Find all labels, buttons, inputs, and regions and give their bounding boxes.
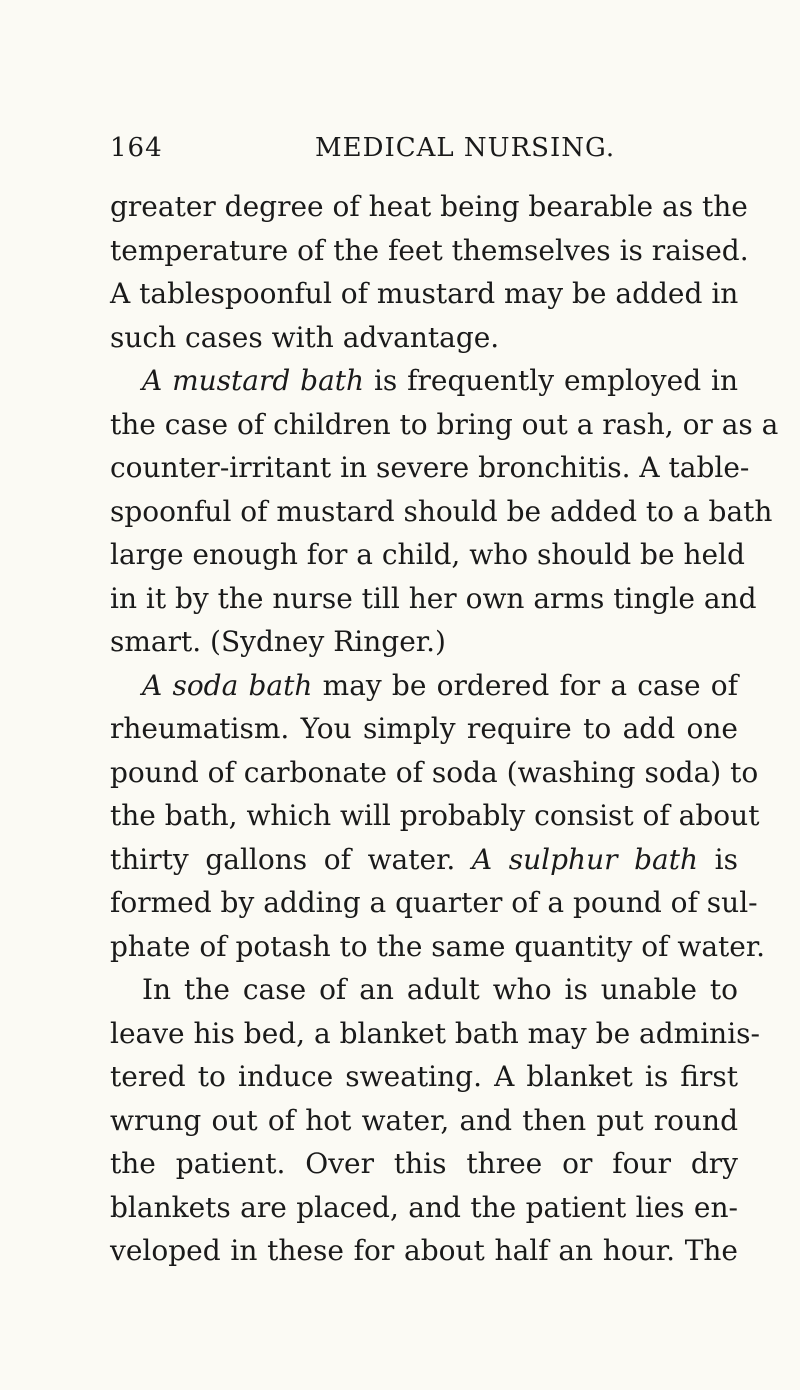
text-line: pound of carbonate of soda (washing soda) to [110,755,759,789]
text-line: leave his bed, a blanket bath may be adminis- [110,1016,760,1050]
text-line: in it by the nurse till her own arms tingle and [110,581,757,615]
text-line: phate of potash to the same quantity of water. [110,929,766,963]
text-line: spoonful of mustard should be added to a bath [110,494,773,528]
text-line: the patient. Over this three or four dry [110,1147,738,1180]
text-fragment: is [698,842,738,876]
paragraph-2 [110,359,779,664]
italic-term: A sulphur bath [471,842,699,876]
paragraph-1 [110,185,749,359]
text-line: A tablespoonful of mustard may be added in [110,277,739,310]
text-line: the case of children to bring out a rash, or as a [110,407,779,441]
paragraph-3 [110,664,766,969]
text-line: the bath, which will probably consist of about [110,799,760,832]
italic-term: A soda bath [142,668,313,702]
text-line [110,664,738,708]
text-line: veloped in these for about half an hour. The [110,1234,738,1267]
text-line: tered to induce sweating. A blanket is first [110,1060,738,1093]
text-line: smart. (Sydney Ringer.) [110,625,446,658]
text-fragment: is frequently employed in [364,364,738,397]
text-fragment: thirty gallons of water. [110,842,456,876]
text-line: large enough for a child, who should be held [110,538,745,571]
text-line [110,359,738,403]
text-line: rheumatism. You simply require to add one [110,712,738,745]
page-number: 164 [110,133,163,163]
text-line [110,838,738,882]
text-line: such cases with advantage. [110,320,500,354]
text-line: greater degree of heat being bearable as the [110,190,748,223]
page-header [110,133,720,173]
text-line: formed by adding a quarter of a pound of sul- [110,886,758,919]
text-line: In the case of an adult who is unable to [142,973,738,1006]
paragraph-4 [110,968,760,1273]
text-line: counter-irritant in severe bronchitis. A table- [110,451,750,484]
text-line: temperature of the feet themselves is raised. [110,233,749,267]
text-fragment: may be ordered for a case of [312,668,738,702]
italic-term: A mustard bath [142,364,365,397]
running-title: MEDICAL NURSING. [315,133,616,163]
body-text [110,185,779,1273]
text-line: blankets are placed, and the patient lies en- [110,1190,738,1224]
text-line: wrung out of hot water, and then put round [110,1103,738,1137]
